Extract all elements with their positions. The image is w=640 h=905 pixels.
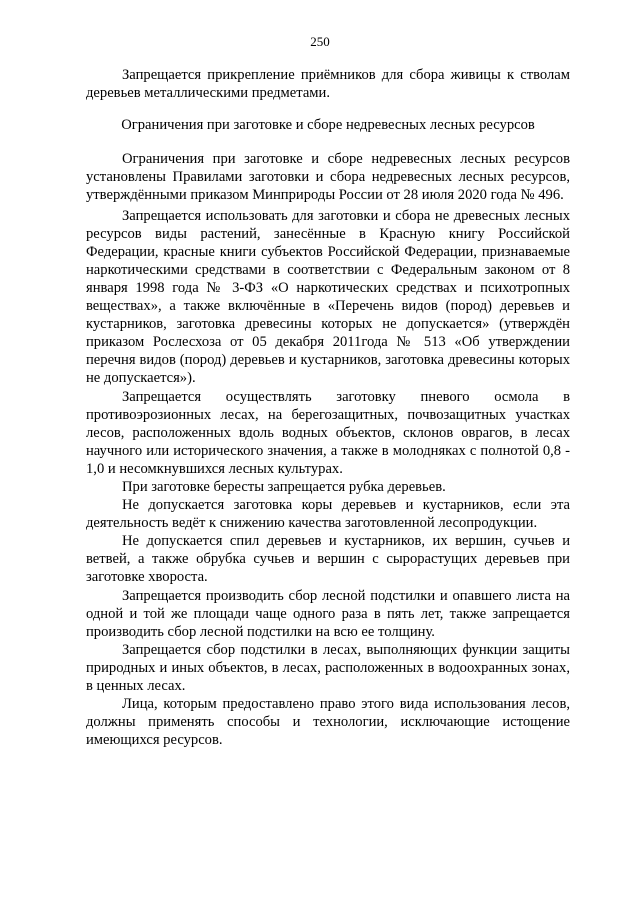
paragraph-prohibited-species: Запрещается использовать для заготовки и сбора не древесных лесных ресурсов виды растений, занесённые в Красную книгу Российской Федерации, красные книги субъектов Российской Федерации, признаваемые наркотическими средствами в соответствии с Федеральным законом от 8 января 1998 года № 3-ФЗ «О наркотических средствах и психотропных веществах», а также включённые в «Перечень видов (пород) деревьев и кустарников, заготовка древесины которых не допускается» (утверждён приказом Рослесхоза от 05 декабря 2011года № 513 «Об утверждении перечня видов (пород) деревьев и кустарников, заготовка древесины которых не допускается»). — [86, 207, 570, 387]
page-number: 250 — [310, 34, 330, 49]
paragraph-brushwood: Не допускается спил деревьев и кустарников, их вершин, сучьев и ветвей, а также обрубка сучьев и вершин с сырорастущих деревьев при заготовке хвороста. — [86, 533, 570, 586]
paragraph-stump-resin: Запрещается осуществлять заготовку пневого осмола в противоэрозионных лесах, на берегозащитных, почвозащитных участках лесов, расположенных вдоль водных объектов, склонов оврагов, в лесах научного или исторического значения, а также в молодняках с полнотой 0,8 - 1,0 и несомкнувшихся лесных культурах. — [86, 388, 570, 477]
paragraph-bark-harvest: Не допускается заготовка коры деревьев и кустарников, если эта деятельность ведёт к снижению качества заготовленной лесопродукции. — [86, 497, 570, 532]
paragraph-regulations: Ограничения при заготовке и сборе недревесных лесных ресурсов установлены Правилами заготовки и сбора недревесных лесных ресурсов, утверждёнными приказом Минприроды России от 28 июля 2020 года № 496. — [86, 151, 570, 204]
paragraph-forest-litter: Запрещается производить сбор лесной подстилки и опавшего листа на одной и той же площади чаще одного раза в пять лет, также запрещается производить сбор лесной подстилки на всю ее толщину. — [86, 587, 570, 640]
section-heading: Ограничения при заготовке и сборе недревесных лесных ресурсов — [121, 117, 535, 134]
paragraph-birch-bark: При заготовке бересты запрещается рубка деревьев. — [122, 478, 446, 495]
paragraph-protective-forests: Запрещается сбор подстилки в лесах, выполняющих функции защиты природных и иных объектов, в лесах, расположенных в водоохранных зонах, в ценных лесах. — [86, 641, 570, 694]
paragraph-resource-users: Лица, которым предоставлено право этого вида использования лесов, должны применять способы и технологии, исключающие истощение имеющихся ресурсов. — [86, 696, 570, 749]
intro-paragraph: Запрещается прикрепление приёмников для сбора живицы к стволам деревьев металлическими предметами. — [86, 67, 570, 102]
document-body — [86, 66, 570, 749]
